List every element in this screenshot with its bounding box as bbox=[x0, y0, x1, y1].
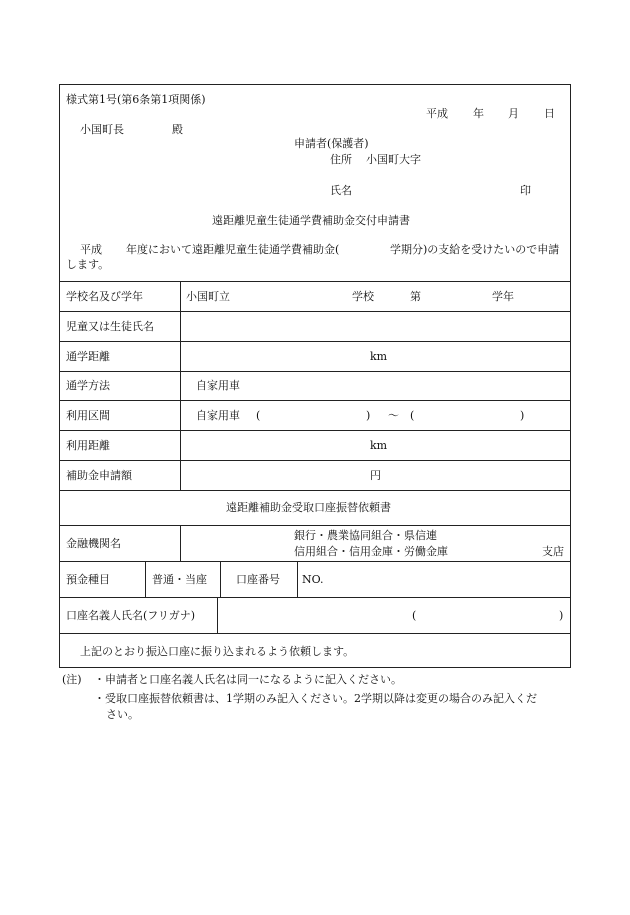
intro-text-suffix: 学期分)の支給を受けたいので申請 bbox=[390, 243, 560, 256]
column-divider bbox=[145, 561, 146, 597]
method-value: 自家用車 bbox=[196, 379, 240, 392]
date-month-unit: 月 bbox=[508, 107, 519, 120]
divider bbox=[60, 341, 570, 342]
distance-label: 通学距離 bbox=[66, 350, 110, 363]
applicant-label: 申請者(保護者) bbox=[294, 137, 369, 150]
column-divider bbox=[220, 561, 221, 597]
column-divider bbox=[297, 561, 298, 597]
form-number: 様式第1号(第6条第1項関係) bbox=[66, 93, 206, 106]
column-divider bbox=[180, 525, 181, 561]
section-close-paren: ) bbox=[366, 409, 371, 422]
divider bbox=[60, 490, 570, 491]
method-label: 通学方法 bbox=[66, 379, 110, 392]
column-divider bbox=[217, 597, 218, 633]
usage-distance-label: 利用距離 bbox=[66, 439, 110, 452]
address-label: 住所 bbox=[330, 153, 352, 166]
section-value: 自家用車 bbox=[196, 409, 240, 422]
student-name-label: 児童又は生徒氏名 bbox=[66, 320, 154, 333]
divider bbox=[60, 281, 570, 282]
intro-era: 平成 bbox=[80, 243, 102, 256]
intro-text-line2: します。 bbox=[66, 258, 110, 271]
deposit-type-value: 普通・当座 bbox=[152, 573, 207, 586]
school-label: 学校名及び学年 bbox=[66, 290, 143, 303]
bank-types-line1: 銀行・農業協同組合・県信連 bbox=[294, 529, 437, 542]
column-divider bbox=[180, 281, 181, 490]
holder-close-paren: ) bbox=[559, 609, 564, 622]
form-frame bbox=[59, 84, 571, 668]
section-close-paren: ) bbox=[520, 409, 525, 422]
divider bbox=[60, 311, 570, 312]
transfer-title: 遠距離補助金受取口座振替依頼書 bbox=[226, 501, 391, 514]
addressee: 小国町長 bbox=[80, 123, 124, 136]
amount-label: 補助金申請額 bbox=[66, 469, 132, 482]
divider bbox=[60, 430, 570, 431]
divider bbox=[60, 561, 570, 562]
divider bbox=[60, 597, 570, 598]
section-open-paren: ( bbox=[410, 409, 415, 422]
address-value: 小国町大字 bbox=[366, 153, 421, 166]
honorific: 殿 bbox=[172, 123, 183, 136]
deposit-type-label: 預金種目 bbox=[66, 573, 110, 586]
distance-unit: km bbox=[370, 350, 388, 363]
name-label: 氏名 bbox=[330, 184, 352, 197]
branch-label: 支店 bbox=[542, 545, 564, 558]
school-unit: 学校 bbox=[352, 290, 374, 303]
divider bbox=[60, 525, 570, 526]
date-era: 平成 bbox=[426, 107, 448, 120]
section-open-paren: ( bbox=[256, 409, 261, 422]
grade-unit: 学年 bbox=[492, 290, 514, 303]
divider bbox=[60, 633, 570, 634]
transfer-request: 上記のとおり振込口座に振り込まれるよう依頼します。 bbox=[80, 645, 355, 658]
note-2-line1: ・受取口座振替依頼書は、1学期のみ記入ください。2学期以降は変更の場合のみ記入くだ bbox=[94, 692, 537, 705]
account-number-label: 口座番号 bbox=[236, 573, 280, 586]
section-label: 利用区間 bbox=[66, 409, 110, 422]
note-1: ・申請者と口座名義人氏名は同一になるように記入ください。 bbox=[94, 673, 402, 686]
holder-label: 口座名義人氏名(フリガナ) bbox=[66, 609, 196, 622]
note-2-line2: さい。 bbox=[106, 708, 139, 721]
divider bbox=[60, 460, 570, 461]
date-day-unit: 日 bbox=[544, 107, 555, 120]
divider bbox=[60, 400, 570, 401]
form-title: 遠距離児童生徒通学費補助金交付申請書 bbox=[212, 214, 410, 227]
holder-open-paren: ( bbox=[412, 609, 417, 622]
divider bbox=[60, 371, 570, 372]
amount-unit: 円 bbox=[370, 469, 381, 482]
account-number-prefix: NO. bbox=[302, 573, 324, 586]
grade-dai: 第 bbox=[410, 290, 421, 303]
seal-mark: 印 bbox=[520, 184, 531, 197]
bank-label: 金融機関名 bbox=[66, 537, 121, 550]
intro-text-middle: 年度において遠距離児童生徒通学費補助金( bbox=[126, 243, 340, 256]
school-prefix: 小国町立 bbox=[186, 290, 230, 303]
bank-types-line2: 信用組合・信用金庫・労働金庫 bbox=[294, 545, 448, 558]
section-tilde: ～ bbox=[388, 409, 399, 422]
notes-prefix: (注) bbox=[62, 673, 82, 686]
date-year-unit: 年 bbox=[473, 107, 484, 120]
usage-distance-unit: km bbox=[370, 439, 388, 452]
